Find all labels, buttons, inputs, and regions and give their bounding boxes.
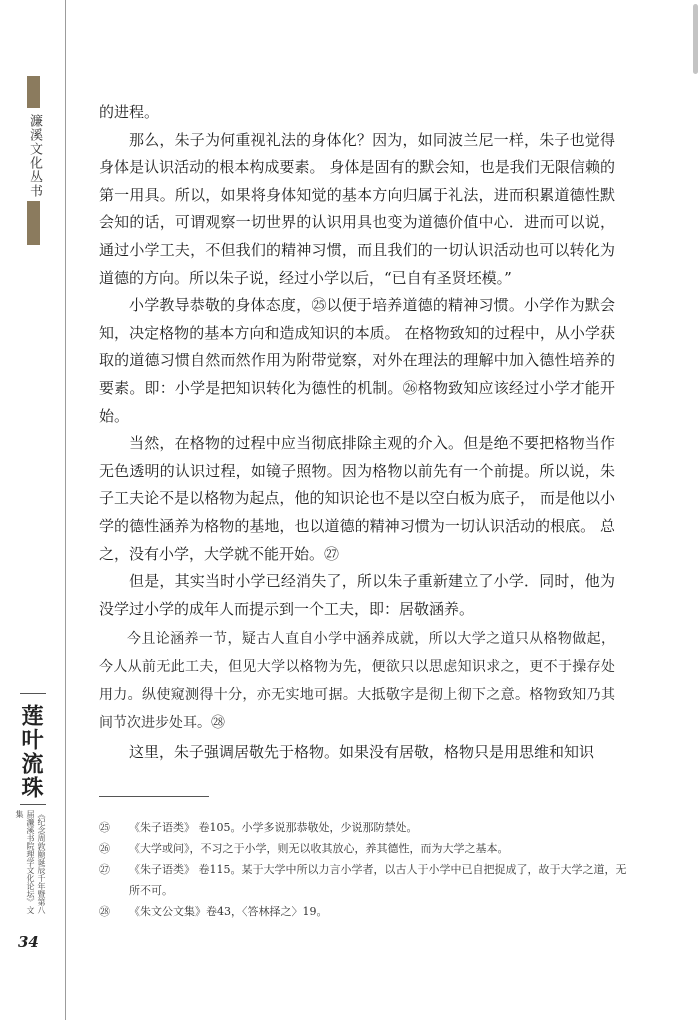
footnote-mark: ㉘ xyxy=(99,905,110,918)
paragraph: 这里，朱子强调居敬先于格物。如果没有居敬，格物只是用思维和知识 xyxy=(129,743,595,762)
footnote xyxy=(99,838,629,859)
footnote-mark: ㉗ xyxy=(99,863,110,876)
accent-bar-bottom xyxy=(27,201,40,245)
page-number: 34 xyxy=(18,933,39,951)
footnotes xyxy=(99,817,629,922)
footnote-mark: ㉖ xyxy=(99,842,110,855)
footnote xyxy=(99,901,629,922)
footnote-text: 《朱文公文集》卷43，〈答林择之〉19。 xyxy=(129,905,328,918)
series-title: 濂溪文化丛书 xyxy=(27,114,42,198)
footnote xyxy=(99,817,629,838)
footnote-mark: ㉕ xyxy=(99,821,110,834)
footnote-text: 《大学或问》，不习之于小学，则无以收其放心，养其德性，而为大学之基本。 xyxy=(129,842,509,855)
collection-caption: 《纪念周敦颐诞辰千年暨第八届濂溪书院理学文化论坛》文集 xyxy=(15,810,46,914)
divider xyxy=(20,693,46,694)
block-quote: 今且论涵养一节，疑古人直自小学中涵养成就，所以大学之道只从格物做起，今人从前无此工夫，但见大学以格物为先，便欲只以思虑知识求之，更不于操存处用力。纵使窥测得十分，亦无实地可据。大抵敬字是彻上彻下之意。格物致知乃其间节次进步处耳。㉘ xyxy=(99,631,615,732)
footnote-divider xyxy=(99,796,209,797)
paragraph: 当然，在格物的过程中应当彻底排除主观的介入。但是绝不要把格物当作无色透明的认识过程，如镜子照物。因为格物以前先有一个前提。所以说，朱子工夫论不是以格物为起点，他的知识论也不是以空白板为底子， 而是他以小学的德性涵养为格物的基地，也以道德的精神习惯为一切认识活动的根底。 总之，没有小学，大学就不能开始。㉗ xyxy=(99,434,615,563)
accent-bar-top xyxy=(27,76,40,108)
footnote-text: 《朱子语类》 卷105。小学多说那恭敬处，少说那防禁处。 xyxy=(129,821,418,834)
paragraph: 的进程。 xyxy=(99,103,160,121)
footnote-text: 《朱子语类》 卷115。某于大学中所以力言小学者，以古人于小学中已自把捉成了，故于大学之道，无所不可。 xyxy=(129,863,627,897)
paragraph: 但是，其实当时小学已经消失了，所以朱子重新建立了小学．同时，他为没学过小学的成年人而提示到一个工夫，即：居敬涵养。 xyxy=(99,572,615,618)
main-text xyxy=(99,99,615,767)
paragraph: 小学教导恭敬的身体态度，㉕以便于培养道德的精神习惯。小学作为默会知，决定格物的基本方向和造成知识的本质。 在格物致知的过程中，从小学获取的道德习惯自然而然作用为附带觉察，对外在理法的理解中加入德性培养的要素。即：小学是把知识转化为德性的机制。㉖格物致知应该经过小学才能开始。 xyxy=(99,296,615,425)
paragraph: 那么，朱子为何重视礼法的身体化？因为，如同波兰尼一样，朱子也觉得身体是认识活动的根本构成要素。 身体是固有的默会知，也是我们无限信赖的第一用具。所以，如果将身体知觉的基本方向归属于礼法，进而积累道德性默会知的话，可谓观察一切世界的认识用具也变为道德价值中心．进而可以说，通过小学工夫，不但我们的精神习惯，而且我们的一切认识活动也可以转化为道德的方向。所以朱子说，经过小学以后，“已自有圣贤坯模。” xyxy=(99,130,615,287)
brand-title: 莲叶流珠 xyxy=(18,704,44,800)
page-sidebar xyxy=(0,0,66,1020)
scrollbar[interactable] xyxy=(693,4,698,74)
divider xyxy=(20,804,46,805)
footnote xyxy=(99,859,629,901)
